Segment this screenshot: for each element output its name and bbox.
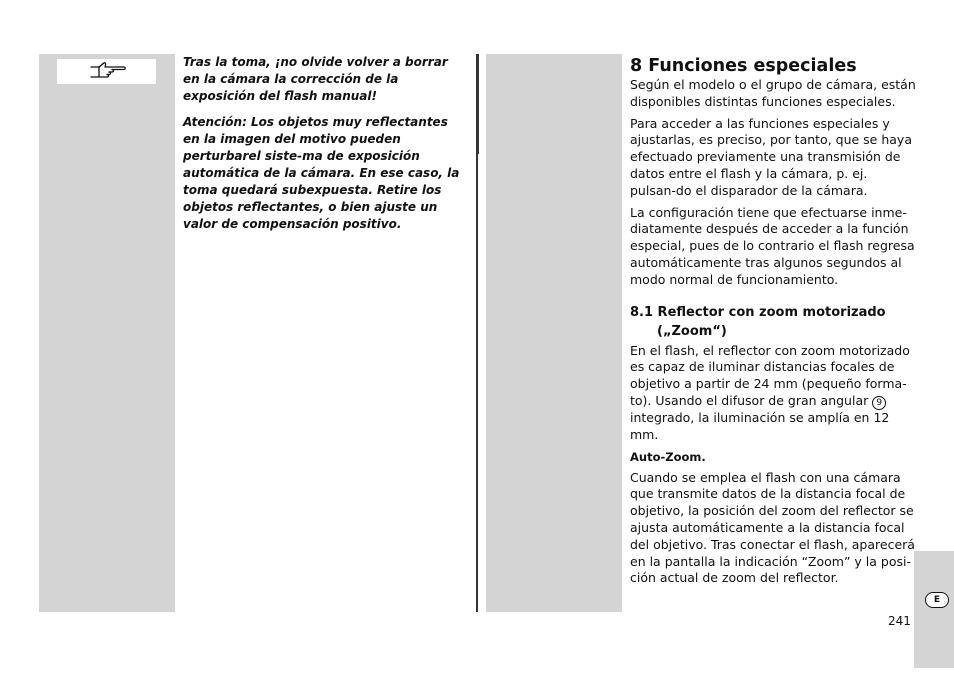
section-title-line: („Zoom“) <box>657 323 727 339</box>
paragraph <box>630 343 916 444</box>
main-content <box>630 54 916 592</box>
section-title <box>630 303 916 341</box>
warning-notes <box>183 54 465 242</box>
right-margin-band <box>486 54 622 612</box>
paragraph: La configuración tiene que efectuarse inme-diatamente después de acceder a la función especial, pues de lo contrario el flash regresa automáticamente tras algunos segundos al modo normal de funcionamiento. <box>630 204 915 287</box>
note-box <box>57 59 156 84</box>
chapter-title: 8 Funciones especiales <box>630 56 857 76</box>
language-badge: E <box>925 592 949 608</box>
warning-note: Tras la toma, ¡no olvide volver a borrar en la cámara la corrección de la exposición del flash manual! <box>183 55 448 103</box>
left-margin-band <box>39 54 175 612</box>
page-number: 241 <box>888 614 911 628</box>
subheading: Auto-Zoom. <box>630 449 706 464</box>
paragraph: Cuando se emplea el flash con una cámara que transmite datos de la distancia focal de objetivo, la posición del zoom del reflector se ajusta automáticamente a la distancia focal del objetivo. Tras conectar el flash, aparecerá en la pantalla la indicación “Zoom” y la posi-ción actual de zoom del reflector. <box>630 469 915 586</box>
paragraph-text: integrado, la iluminación se amplía en 12 mm. <box>630 409 890 442</box>
paragraph: Según el modelo o el grupo de cámara, están disponibles distintas funciones especiales. <box>630 77 916 109</box>
paragraph: Para acceder a las funciones especiales y ajustarlas, es preciso, por tanto, que se haya efectuado previamente una transmisión de datos entre el flash y la cámara, p. ej. pulsan-do el disparador de la cámara. <box>630 115 912 198</box>
column-rule-accent <box>478 54 479 154</box>
pointing-hand-icon <box>87 61 127 83</box>
reference-number: 9 <box>872 396 886 410</box>
language-tab <box>914 551 954 668</box>
paragraph-text: En el flash, el reflector con zoom motorizado es capaz de iluminar distancias focales de objetivo a partir de 24 mm (pequeño forma-to). Usando el difusor de gran angular <box>630 342 910 408</box>
section-title-line: 8.1 Reflector con zoom motorizado <box>630 304 886 320</box>
warning-note: Atención: Los objetos muy reflectantes en la imagen del motivo pueden perturbarel siste-ma de exposición automática de la cámara. En ese caso, la toma quedará subexpuesta. Retire los objetos reflectantes, o bien ajuste un valor de compensación positivo. <box>183 115 460 231</box>
